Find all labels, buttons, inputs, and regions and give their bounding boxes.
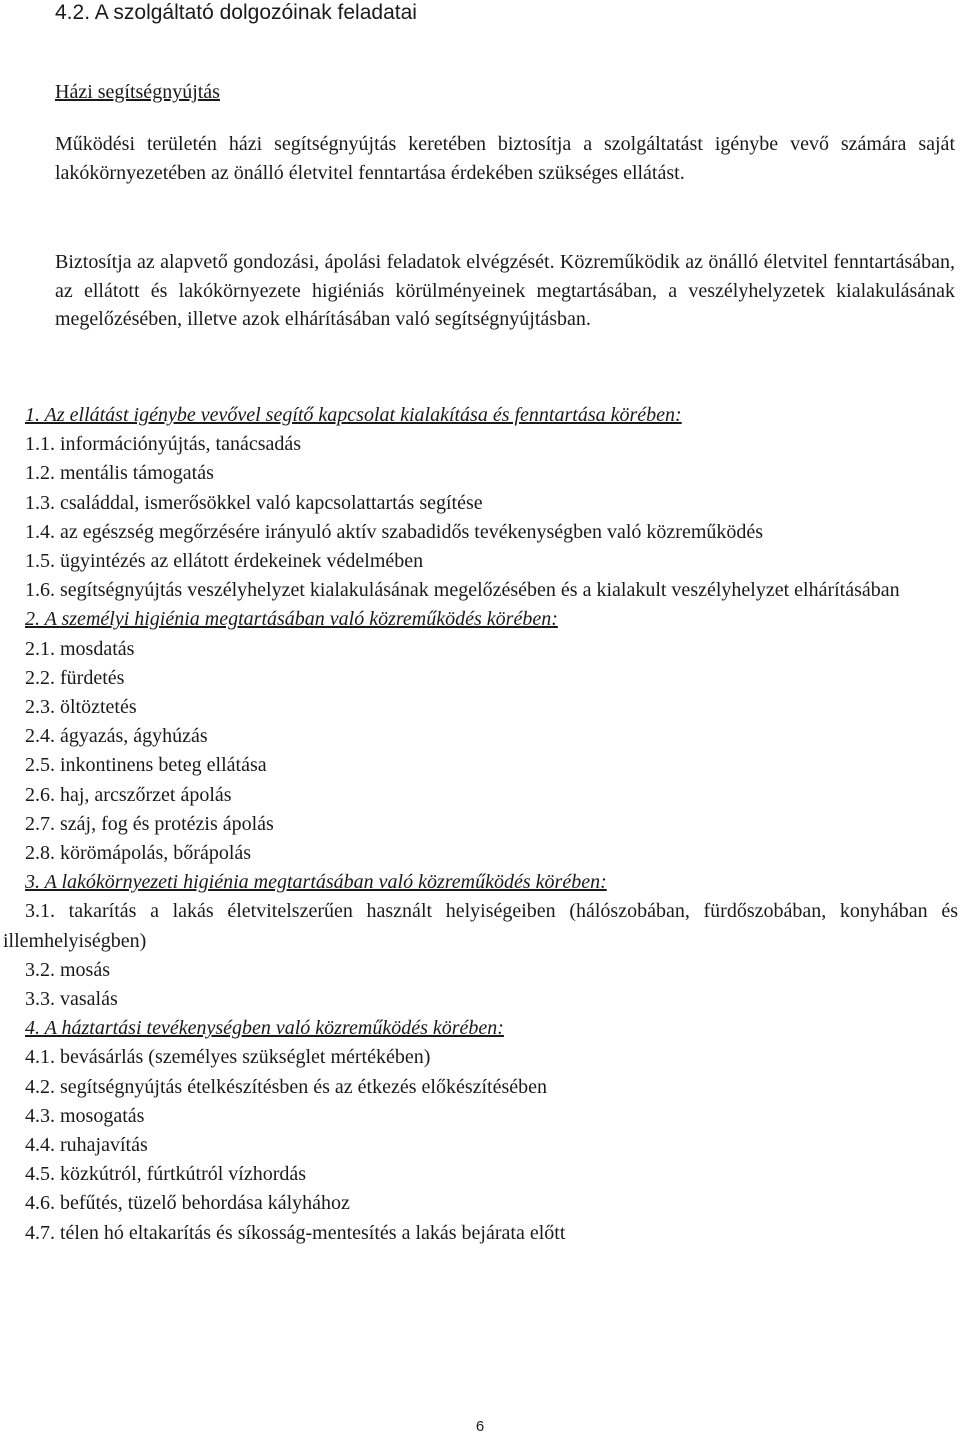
- list-item: 2.6. haj, arcszőrzet ápolás: [25, 783, 232, 806]
- category-3: [0, 868, 958, 1014]
- list-item: 1.2. mentális támogatás: [25, 462, 214, 485]
- list-item: 1.5. ügyintézés az ellátott érdekeinek védelmében: [25, 550, 424, 573]
- category-1: [0, 401, 958, 605]
- list-item: 3.3. vasalás: [25, 988, 118, 1011]
- category-heading: 1. Az ellátást igénybe vevővel segítő kapcsolat kialakítása és fenntartása körében:: [25, 404, 682, 426]
- category-heading: 3. A lakókörnyezeti higiénia megtartásában való közreműködés körében:: [25, 871, 607, 894]
- list-item: 4.6. befűtés, tüzelő behordása kályhához: [25, 1192, 350, 1215]
- list-item: 3.1. takarítás a lakás életvitelszerűen használt helyiségeiben (hálószobában, fürdőszobában, konyhában és illemhelyiségben): [3, 900, 958, 952]
- intro-paragraph: Működési területén házi segítségnyújtás keretében biztosítja a szolgáltatást igénybe vevő számára saját lakókörnyezetében az önálló életvitel fenntartása érdekében szükséges ellátást.: [55, 133, 955, 184]
- list-item: 4.3. mosogatás: [25, 1104, 145, 1127]
- category-2: [0, 605, 958, 868]
- page-number-text: 6: [475, 1418, 485, 1435]
- list-item: 4.7. télen hó eltakarítás és síkosság-mentesítés a lakás bejárata előtt: [25, 1221, 566, 1244]
- list-item: 3.2. mosás: [25, 958, 110, 981]
- task-list: [0, 401, 958, 1248]
- list-item: 4.2. segítségnyújtás ételkészítésben és az étkezés előkészítésében: [25, 1075, 548, 1098]
- page-number: [0, 1418, 960, 1436]
- list-item: 1.1. információnyújtás, tanácsadás: [25, 433, 302, 456]
- list-item: 1.6. segítségnyújtás veszélyhelyzet kialakulásának megelőzésében és a kialakult veszélyhelyzet elhárításában: [25, 579, 900, 602]
- list-item: 2.7. száj, fog és protézis ápolás: [25, 812, 274, 835]
- list-item: 2.2. fürdetés: [25, 666, 125, 689]
- section-heading: 4.2. A szolgáltató dolgozóinak feladatai: [55, 1, 417, 24]
- category-4: [0, 1014, 958, 1248]
- sub-heading: Házi segítségnyújtás: [55, 81, 220, 103]
- list-item: 2.8. körömápolás, bőrápolás: [25, 842, 252, 865]
- list-item: 2.5. inkontinens beteg ellátása: [25, 754, 267, 777]
- category-heading: 2. A személyi higiénia megtartásában való közreműködés körében:: [25, 608, 558, 631]
- list-item: 2.1. mosdatás: [25, 637, 135, 660]
- list-item: 4.1. bevásárlás (személyes szükséglet mértékében): [25, 1046, 431, 1069]
- list-item: 2.3. öltöztetés: [25, 696, 137, 719]
- category-heading: 4. A háztartási tevékenységben való közreműködés körében:: [25, 1017, 504, 1040]
- list-item: 4.5. közkútról, fúrtkútról vízhordás: [25, 1163, 307, 1186]
- list-item: 1.4. az egészség megőrzésére irányuló aktív szabadidős tevékenységben való közreműködés: [25, 520, 764, 543]
- list-item: 4.4. ruhajavítás: [25, 1134, 148, 1157]
- duties-paragraph: Biztosítja az alapvető gondozási, ápolási feladatok elvégzését. Közreműködik az önálló életvitel fenntartásában, az ellátott és lakókörnyezete higiéniás körülményeinek megtartásában, a veszélyhelyzetek kialakulásának megelőzésében, illetve azok elhárításában való segítségnyújtásban.: [55, 251, 955, 330]
- list-item: 2.4. ágyazás, ágyhúzás: [25, 725, 208, 748]
- list-item: 1.3. családdal, ismerősökkel való kapcsolattartás segítése: [25, 491, 483, 514]
